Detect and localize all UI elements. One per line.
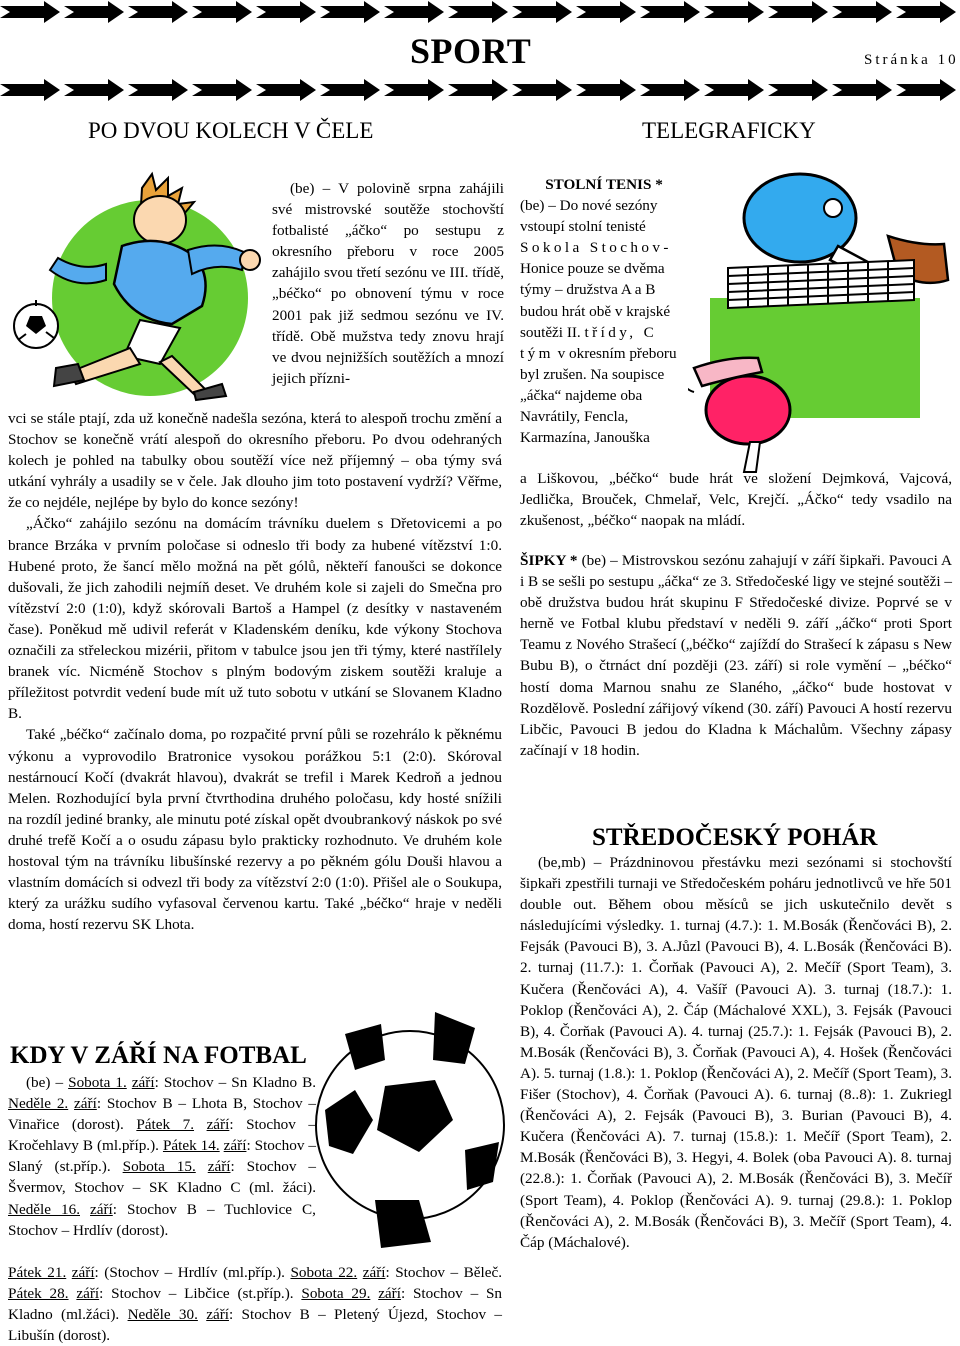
schedule-day: Sobota 15. <box>122 1158 196 1176</box>
article-paragraph: „Áčko“ zahájilo sezónu na domácím trávníku duelem s Dřetovicemi a po brance Brzáka v prvním poločase si odneslo tři body za hubené vítězství 1:0. Hubené proto, že šancí mělo možná na pět gólů, někteří fanoušci se dokonce dušovali, že jich zahodili nejmíň deset. Ve druhém kole si zajeli do Smečna pro vítězství 2:0 (1:0), když skórovali Bartoš a Hampel (z desítky v nastaveném čase). Poněkud mě udivil referát v Kladenském deníku, kde výkony Stochova označili za střeleckou mizérii, přitom v tabulce jsou jen tři týmy, které nastřílely branek víc. Nicméně Stochov s plným bodovým ziskem soutěži kraluje a příležitost potvrdit vedení bude mít už tuto sobotu v utkání se Slovanem Kladno B. <box>8 515 502 723</box>
schedule-month: září <box>378 1285 401 1303</box>
stolni-tenis-title: STOLNÍ TENIS * <box>545 176 663 193</box>
schedule-day: Sobota 29. <box>301 1285 371 1303</box>
schedule-text: : Stochov B – Tuchlovice C, Stochov – Hrdlív (dorost). <box>8 1200 316 1239</box>
schedule-text: : Stochov – Libčice (st.příp.). <box>99 1285 294 1303</box>
arrow-shape <box>576 1 636 23</box>
schedule-text: : Stochov – Běleč. <box>385 1264 503 1281</box>
article-paragraph: vci se stále ptají, zda už konečně nadešla sezóna, která to alespoň trochu změní a Stochov se konečně vrátí alespoň do okresního přeboru. Po dvou odehraných kolech je pohled na tabulky obou soutěží více než příjemný – oba týmy svá utkání vyhrály a usadily se v čele. Jak dlouho jim toto postavení vydrží? Věřme, že co nejdéle, nejlépe by bylo do konce sezóny! <box>8 410 502 512</box>
arrow-shape <box>128 79 188 101</box>
cup-block <box>520 852 952 1253</box>
schedule-day: Pátek 28. <box>8 1285 69 1303</box>
arrow-shape <box>576 79 636 101</box>
schedule-text: : (Stochov – Hrdlív (ml.příp.). <box>94 1264 285 1281</box>
arrow-shape <box>512 1 572 23</box>
stolni-tenis-continued <box>520 468 952 531</box>
page-label: Stránka 10 <box>864 52 959 68</box>
arrow-shape <box>448 79 508 101</box>
kicking-player-icon <box>10 170 272 406</box>
schedule-text: : Stochov – Sn Kladno B. <box>154 1074 317 1091</box>
schedule-day: Sobota 22. <box>290 1264 358 1281</box>
arrow-shape <box>832 1 892 23</box>
arrow-shape <box>0 1 60 23</box>
schedule-day: Neděle 16. <box>8 1200 80 1218</box>
main-article-intro <box>272 178 504 389</box>
schedule-month: září <box>71 1264 95 1281</box>
arrow-shape <box>832 79 892 101</box>
cup-text: (be,mb) – Prázdninovou přestávku mezi sezónami si stochovští šipkaři zpestřili turnaji ve Středočeském poháru jednotlivců ve hře 501 double out. Během obou měsíců se jich uskutečnilo devět s následujícími výsledky. 1. turnaj (4.7.): 1. M.Bosák (Řenčováci B), 2. Fejsák (Pavouci B), 3. A.Jůzl (Pavouci B), 4. L.Bosák (Řenčováci B). 2. turnaj (11.7.): 1. Čorňak (Pavouci A), 2. Mečíř (Sport Team), 3. Kučera (Řenčováci A), 4. Vašíř (Pavouci A). 3. turnaj (18.7.): 1. Poklop (Řenčováci A), 2. Čáp (Máchalové XXL), 3. Fejsák (Pavouci B), 4. Čorňak (Pavouci A). 4. turnaj (25.7.): 1. Fejsák (Pavouci B), 2. M.Bosák (Řenčováci B), 3. Čorňak (Pavouci A), 4. Hošek (Řenčováci A). 5. turnaj (1.8.): 1. Poklop (Řenčováci A), 2. Mečíř (Sport Team), 3. Fišer (Stochov), 4. Čorňak (Pavouci A). 6. turnaj (8..8): 1. Zukriegl (Řenčováci A), 2. Fejsák (Pavouci B), 3. Burian (Pavouci B), 4. Kučera (Řenčováci A). 7. turnaj (15.8.): 1. Mečíř (Sport Team), 2. M.Bosák (Řenčováci B), 3. Hegyi, 4. Bolek (oba Pavouci A). 8. turnaj (22.8.): 1. Čorňak (Pavouci A), 2. M.Bosák (Řenčováci B), 3. Mečíř (Sport Team), 4. Poklop (Řenčováci A). 9. turnaj (29.8.): 1. Poklop (Řenčováci A), 2. M.Bosák (Řenčováci B), 3. Mečíř (Sport Team), 4. Čáp (Máchalové). <box>520 854 952 1251</box>
section-title: SPORT <box>410 31 532 71</box>
schedule-text: : Stochov – Kročehlavy B (ml.příp.). <box>8 1116 317 1155</box>
schedule-item <box>8 1264 285 1281</box>
sipky-text: (be) – Mistrovskou sezónu zahajují v září šipkaři. Pavouci A i B se sešli po sestupu „áčka“ ze 3. Středočeské ligy ve stejné soutěži – obě družstva budou hrát skupinu F Středočeské divize. Poprvé se v herně ve Fotbal klubu představí v neděli 9. září „áčko“ proti Sport Teamu z Nového Strašecí („béčko“ zajíždí do Strašecí k zápasu s New Bubu B), o čtrnáct dní později (23. září) si role vymění – „béčko“ hostí doma Marnou snahu ze Slaného, „áčko“ bude hostovat v Rozdělově. Poslední zářijový víkend (30. září) Pavouci A hostí rezervu Libčic, Pavouci B jedou do Kladna k Máchalům. Všechny zápasy začínají v 18 hodin. <box>520 552 952 759</box>
schedule-month: září <box>74 1095 97 1113</box>
fotbal-schedule-list <box>8 1072 316 1241</box>
soccer-ball-icon <box>315 990 505 1260</box>
fotbal-schedule-headline: KDY V ZÁŘÍ NA FOTBAL <box>10 1042 307 1069</box>
sipky-title: ŠIPKY * <box>520 552 578 569</box>
schedule-month: září <box>131 1074 155 1091</box>
schedule-item <box>290 1264 502 1281</box>
schedule-text: : Stochov B – Pletený Újezd, Stochov – Libušín (dorost). <box>8 1306 502 1345</box>
article-paragraph: Také „béčko“ začínalo doma, po rozpačité první půli se rozehrálo k pěknému výkonu a vyprovodilo Bratronice vysokou porážkou 5:1 (2:0). Skóroval nestárnoucí Kočí (dvakrát hlavou), dvakrát se trefil i Marek Kedroň a jednou Melen. Rozhodující byla první čtvrthodina druhého poločasu, kdy hosté snížili na rozdíl jediné branky, ale minutu poté získal opět dvoubrankový náskok po své druhé trefě Kočí a o osudu zápasu bylo prakticky rozhodnuto. Ve druhém kole hostoval tým na trávníku libušínské rezervy a po pěkném gólu Douši hlavou a vlastním domácích si odvezl tři body za vítězství 2:0 (1:0). Přišel ale o Soukupa, který za urážku sudího vyfasoval červenou kartu. Také „béčko“ hraje v neděli doma, hostí rezervu SK Lhota. <box>8 726 502 934</box>
schedule-day: Pátek 14. <box>162 1137 220 1155</box>
schedule-month: září <box>362 1264 386 1281</box>
arrow-shape <box>64 1 124 23</box>
schedule-item <box>8 1201 316 1239</box>
stolni-tenis-text: (be) – Do nové sezóny vstoupí stolní tenisté <box>520 197 658 236</box>
arrow-shape <box>320 79 380 101</box>
arrow-shape <box>256 79 316 101</box>
schedule-item <box>8 1285 294 1302</box>
telegraficky-headline: TELEGRAFICKY <box>642 118 816 143</box>
arrow-shape <box>896 79 956 101</box>
arrow-shape <box>384 79 444 101</box>
schedule-day: Pátek 7. <box>136 1116 195 1134</box>
schedule-month: září <box>207 1158 231 1176</box>
stolni-tenis-club: Sokola Stochov- <box>520 239 672 257</box>
top-arrow-band <box>0 0 960 24</box>
arrow-shape <box>192 1 252 23</box>
schedule-item <box>68 1074 316 1091</box>
arrow-shape <box>192 79 252 101</box>
arrow-shape <box>128 1 188 23</box>
stolni-tenis-class: třídy, C tým <box>520 323 658 362</box>
arrow-shape <box>768 79 828 101</box>
arrow-shape <box>896 1 956 23</box>
schedule-lead: (be) – <box>26 1074 64 1091</box>
schedule-day: Neděle 30. <box>127 1306 198 1324</box>
arrow-shape <box>768 1 828 23</box>
schedule-text: : Stochov – Slaný (st.příp.). <box>8 1137 317 1176</box>
arrow-shape <box>0 79 60 101</box>
table-tennis-icon <box>688 172 956 474</box>
schedule-month: září <box>206 1306 229 1324</box>
cup-headline: STŘEDOČESKÝ POHÁR <box>592 824 878 851</box>
schedule-text: : Stochov – Švermov, Stochov – SK Kladno C (ml. žáci). <box>8 1158 317 1197</box>
arrow-shape <box>704 1 764 23</box>
bottom-arrow-band <box>0 78 960 102</box>
arrow-shape <box>640 79 700 101</box>
arrow-shape <box>448 1 508 23</box>
stolni-tenis-text: v okresním přeboru byl zrušen. Na soupisce „áčka“ najdeme oba Navrátily, Fencla, Karmazína, Janouška <box>520 344 677 447</box>
schedule-month: září <box>223 1137 247 1155</box>
schedule-day: Sobota 1. <box>68 1074 127 1091</box>
intro-text: (be) – V polovině srpna zahájili své mistrovské soutěže stochovští fotbalisté „áčko“ po sestupu z okresního přeboru v roce 2005 zahájilo svou třetí sezónu ve III. třídě, „béčko“ po obnovení týmu v roce 2001 pak již sedmou sezónu ve IV. třídě. Obě mužstva tedy znovu hrají ve dvou nejnižších soutěžích a mnozí jejich přízni- <box>272 180 504 387</box>
arrow-shape <box>640 1 700 23</box>
fotbal-schedule-list-continued <box>8 1262 502 1346</box>
arrow-shape <box>704 79 764 101</box>
arrow-shape <box>384 1 444 23</box>
schedule-month: září <box>206 1116 230 1134</box>
main-article-body <box>8 408 502 935</box>
main-headline: PO DVOU KOLECH V ČELE <box>88 118 374 143</box>
schedule-month: září <box>76 1285 100 1303</box>
schedule-day: Neděle 2. <box>8 1095 69 1113</box>
stolni-tenis-text: Honice pouze se dvěma týmy – družstva A a B budou hrát obě v krajské soutěži II. <box>520 260 671 341</box>
schedule-month: září <box>90 1200 113 1218</box>
schedule-text: : Stochov B – Lhota B, Stochov – Vinařice (dorost). <box>8 1095 317 1134</box>
schedule-day: Pátek 21. <box>8 1264 67 1281</box>
arrow-shape <box>256 1 316 23</box>
arrow-shape <box>512 79 572 101</box>
stolni-tenis-text: a Liškovou, „béčko“ bude hrát ve složení Dejmková, Vajcová, Jedlička, Brouček, Chmelař, Velc, Krejčí. „Áčko“ tedy vsadilo na zkušenost, „béčko“ naopak na mládí. <box>520 470 952 530</box>
sipky-block <box>520 550 952 761</box>
arrow-shape <box>320 1 380 23</box>
schedule-text: : Stochov – Sn Kladno (ml.žáci). <box>8 1285 503 1324</box>
arrow-shape <box>64 79 124 101</box>
stolni-tenis-block <box>520 174 688 448</box>
